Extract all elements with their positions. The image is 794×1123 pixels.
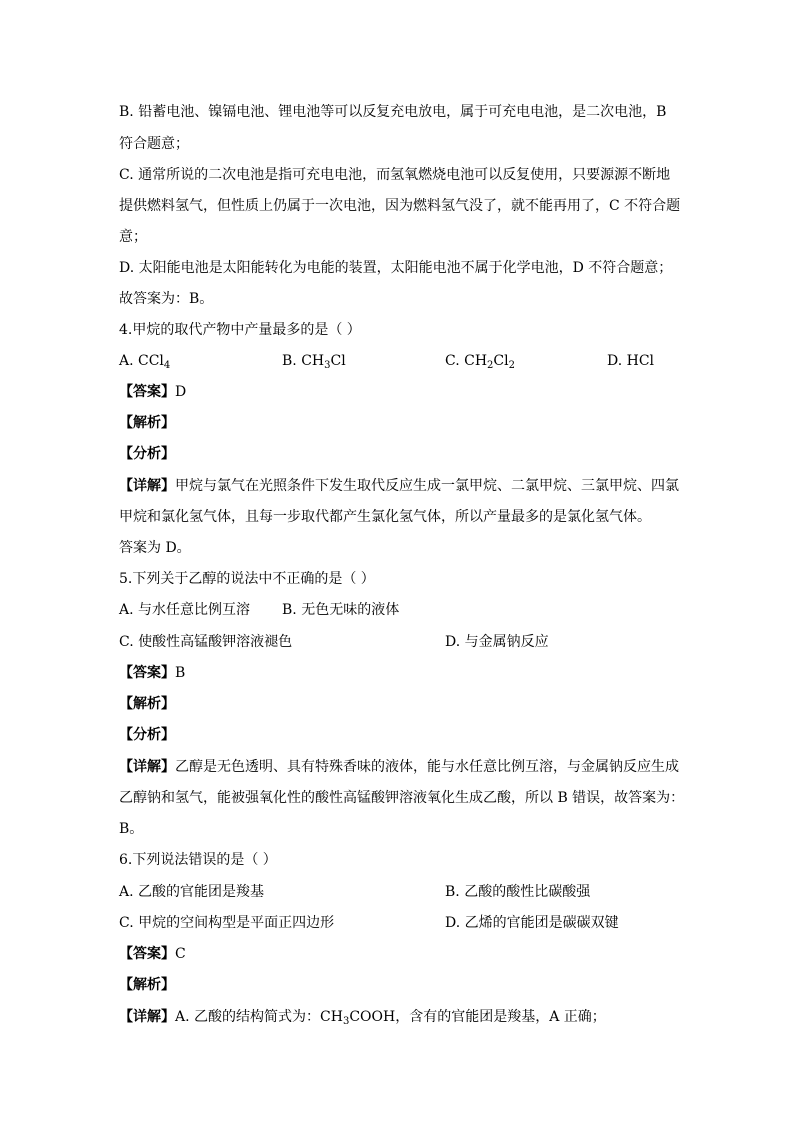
- q6-option-c: C. 甲烷的空间构型是平面正四边形: [119, 915, 335, 931]
- q4-detail-line1: 【详解】甲烷与氯气在光照条件下发生取代反应生成一氯甲烷、二氯甲烷、三氯甲烷、四氯: [119, 478, 679, 494]
- q3-option-c-explanation-line1: C. 通常所说的二次电池是指可充电电池，而氢氧燃烧电池可以反复使用，只要源源不断地: [119, 167, 671, 183]
- q4-option-c: C. $CH_2Cl_2$: [445, 353, 515, 371]
- q5-detail-line1: 【详解】乙醇是无色透明、具有特殊香味的液体，能与水任意比例互溶，与金属钠反应生成: [119, 759, 679, 775]
- q3-option-d-explanation-line1: D. 太阳能电池是太阳能转化为电能的装置，太阳能电池不属于化学电池，D 不符合题意；: [119, 260, 673, 276]
- q6-option-d: D. 乙烯的官能团是碳碳双键: [445, 915, 619, 931]
- q4-fenxi-tag: 【分析】: [119, 446, 175, 462]
- detail-tag: 【详解】: [119, 478, 175, 494]
- q5-option-d: D. 与金属钠反应: [445, 634, 549, 650]
- detail-tag: 【详解】: [119, 759, 175, 775]
- answer-tag: 【答案】: [119, 665, 175, 681]
- q5-option-b: B. 无色无味的液体: [282, 602, 400, 618]
- q4-stem: 4.甲烷的取代产物中产量最多的是（ ）: [119, 322, 361, 338]
- q4-option-b: B. $CH_3Cl$: [282, 353, 346, 371]
- q5-analysis-tag: 【解析】: [119, 696, 175, 712]
- q5-detail-line3: B。: [119, 821, 144, 837]
- answer-value: D: [175, 384, 187, 400]
- q3-option-c-explanation-line2: 提供燃料氢气，但性质上仍属于一次电池，因为燃料氢气没了，就不能再用了，C 不符合题: [119, 198, 681, 214]
- answer-value: B: [175, 665, 186, 681]
- answer-value: C: [175, 946, 186, 962]
- detail-tag: 【详解】: [119, 1009, 175, 1025]
- q4-analysis-tag: 【解析】: [119, 415, 175, 431]
- answer-tag: 【答案】: [119, 946, 175, 962]
- q3-option-b-explanation-line2: 符合题意；: [119, 136, 189, 152]
- q3-conclusion: 故答案为：B。: [119, 291, 214, 307]
- q6-detail-line1: 【详解】A. 乙酸的结构简式为：$CH_3COOH$，含有的官能团是羧基，A 正确；: [119, 1009, 606, 1027]
- q5-detail-line2: 乙醇钠和氢气，能被强氧化性的酸性高锰酸钾溶液氧化生成乙酸，所以 B 错误，故答案为：: [119, 790, 685, 806]
- answer-tag: 【答案】: [119, 384, 175, 400]
- q4-detail-line2: 甲烷和氯化氢气体，且每一步取代都产生氯化氢气体，所以产量最多的是氯化氢气体。: [119, 509, 651, 525]
- q5-fenxi-tag: 【分析】: [119, 727, 175, 743]
- q6-option-a: A. 乙酸的官能团是羧基: [119, 884, 265, 900]
- q6-analysis-tag: 【解析】: [119, 977, 175, 993]
- q4-answer: [119, 382, 186, 402]
- q6-stem: 6.下列说法错误的是（ ）: [119, 852, 277, 868]
- q5-stem: 5.下列关于乙醇的说法中不正确的是（ ）: [119, 571, 375, 587]
- q6-answer: [119, 944, 186, 964]
- q3-option-b-explanation-line1: B. 铅蓄电池、镍镉电池、锂电池等可以反复充电放电，属于可充电电池，是二次电池，B: [119, 104, 667, 120]
- q4-option-d: D. HCl: [607, 353, 655, 369]
- q6-option-b: B. 乙酸的酸性比碳酸强: [445, 884, 591, 900]
- q3-option-c-explanation-line3: 意；: [119, 229, 147, 245]
- q5-option-a: A. 与水任意比例互溶: [119, 602, 251, 618]
- q5-answer: [119, 663, 185, 683]
- q5-option-c: C. 使酸性高锰酸钾溶液褪色: [119, 634, 293, 650]
- q4-option-a: A. CCl$_4$: [119, 353, 171, 371]
- q4-conclusion: 答案为 D。: [119, 540, 191, 556]
